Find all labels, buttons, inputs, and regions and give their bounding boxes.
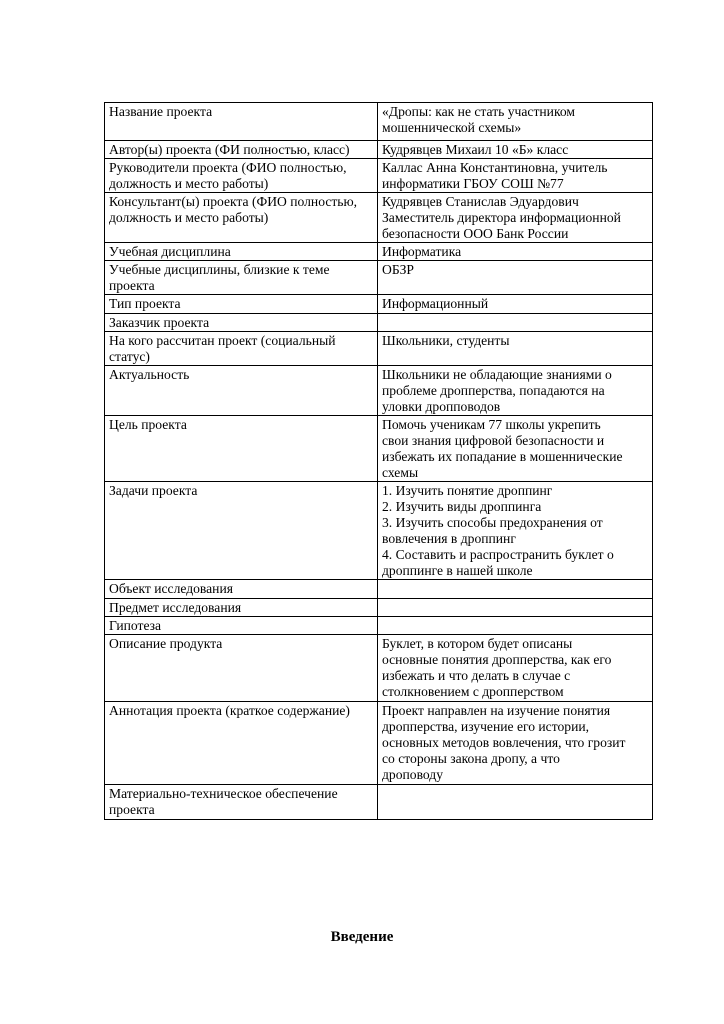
value-line: «Дропы: как не стать участником xyxy=(382,104,575,119)
row-label-cell: Предмет исследования xyxy=(105,599,378,617)
row-value-cell xyxy=(378,482,653,580)
row-value-cell xyxy=(378,599,653,617)
row-value-cell xyxy=(378,141,653,159)
row-label-cell: Цель проекта xyxy=(105,416,378,482)
row-value-cell xyxy=(378,193,653,243)
table-row xyxy=(105,314,653,332)
row-label-cell: На кого рассчитан проект (социальный статус) xyxy=(105,332,378,366)
row-value-cell xyxy=(378,635,653,702)
row-value-cell xyxy=(378,159,653,193)
row-value-cell xyxy=(378,103,653,141)
project-passport-table xyxy=(104,102,653,820)
row-value-cell xyxy=(378,580,653,599)
value-line: 1. Изучить понятие дроппинг xyxy=(382,483,553,498)
value-line: Заместитель директора информационной xyxy=(382,210,621,225)
value-line: мошеннической схемы» xyxy=(382,120,522,135)
row-label-cell: Описание продукта xyxy=(105,635,378,702)
value-line: уловки дропповодов xyxy=(382,399,501,414)
row-label-cell: Аннотация проекта (краткое содержание) xyxy=(105,702,378,785)
row-label-cell: Гипотеза xyxy=(105,617,378,635)
row-label-cell: Консультант(ы) проекта (ФИО полностью, должность и место работы) xyxy=(105,193,378,243)
row-label-cell: Тип проекта xyxy=(105,295,378,314)
value-line: Помочь ученикам 77 школы укрепить xyxy=(382,417,601,432)
row-value-cell xyxy=(378,785,653,820)
value-line: Информатика xyxy=(382,244,462,259)
row-value-cell xyxy=(378,295,653,314)
value-line: 2. Изучить виды дроппинга xyxy=(382,499,542,514)
value-line: схемы xyxy=(382,465,419,480)
table-row xyxy=(105,635,653,702)
table-row xyxy=(105,103,653,141)
row-value-cell xyxy=(378,702,653,785)
row-label-cell: Материально-техническое обеспечение проекта xyxy=(105,785,378,820)
row-label-cell: Автор(ы) проекта (ФИ полностью, класс) xyxy=(105,141,378,159)
table-row xyxy=(105,580,653,599)
row-label-cell: Задачи проекта xyxy=(105,482,378,580)
value-line: Школьники не обладающие знаниями о xyxy=(382,367,612,382)
section-heading: Введение xyxy=(330,929,394,945)
value-line: Школьники, студенты xyxy=(382,333,510,348)
row-label-cell: Учебная дисциплина xyxy=(105,243,378,261)
table-row xyxy=(105,295,653,314)
row-label-cell: Заказчик проекта xyxy=(105,314,378,332)
value-line: основные понятия дропперства, как его xyxy=(382,652,612,667)
value-line: дроппинге в нашей школе xyxy=(382,563,533,578)
table-row xyxy=(105,159,653,193)
value-line: 3. Изучить способы предохранения от xyxy=(382,515,603,530)
value-line: 4. Составить и распространить буклет о xyxy=(382,547,614,562)
row-label-cell: Объект исследования xyxy=(105,580,378,599)
value-line: безопасности ООО Банк России xyxy=(382,226,569,241)
table-row xyxy=(105,702,653,785)
value-line: Буклет, в котором будет описаны xyxy=(382,636,573,651)
value-line: избежать их попадание в мошеннические xyxy=(382,449,623,464)
value-line: основных методов вовлечения, что грозит xyxy=(382,735,626,750)
value-line: избежать и что делать в случае с xyxy=(382,668,571,683)
table-row xyxy=(105,261,653,295)
value-line: дроповоду xyxy=(382,767,444,782)
table-row xyxy=(105,243,653,261)
row-label-cell: Учебные дисциплины, близкие к теме проекта xyxy=(105,261,378,295)
value-line: свои знания цифровой безопасности и xyxy=(382,433,605,448)
table-row xyxy=(105,482,653,580)
row-value-cell xyxy=(378,416,653,482)
value-line: информатики ГБОУ СОШ №77 xyxy=(382,176,564,191)
value-line: ОБЗР xyxy=(382,262,414,277)
value-line: вовлечения в дроппинг xyxy=(382,531,516,546)
row-value-cell xyxy=(378,261,653,295)
value-line: Кудрявцев Михаил 10 «Б» класс xyxy=(382,142,569,157)
row-label-cell: Название проекта xyxy=(105,103,378,141)
row-value-cell xyxy=(378,314,653,332)
table-row xyxy=(105,599,653,617)
table-row xyxy=(105,141,653,159)
value-line: Кудрявцев Станислав Эдуардович xyxy=(382,194,579,209)
row-value-cell xyxy=(378,366,653,416)
value-line: дропперства, изучение его истории, xyxy=(382,719,590,734)
row-value-cell xyxy=(378,617,653,635)
value-line: столкновением с дропперством xyxy=(382,684,564,699)
table-row xyxy=(105,416,653,482)
row-value-cell xyxy=(378,243,653,261)
table-row xyxy=(105,193,653,243)
value-line: Информационный xyxy=(382,296,489,311)
table-row xyxy=(105,366,653,416)
row-value-cell xyxy=(378,332,653,366)
row-label-cell: Актуальность xyxy=(105,366,378,416)
table-row xyxy=(105,617,653,635)
row-label-cell: Руководители проекта (ФИО полностью, должность и место работы) xyxy=(105,159,378,193)
table-row xyxy=(105,332,653,366)
value-line: проблеме дропперства, попадаются на xyxy=(382,383,605,398)
value-line: со стороны закона дропу, а что xyxy=(382,751,560,766)
value-line: Каллас Анна Константиновна, учитель xyxy=(382,160,608,175)
table-row xyxy=(105,785,653,820)
value-line: Проект направлен на изучение понятия xyxy=(382,703,611,718)
